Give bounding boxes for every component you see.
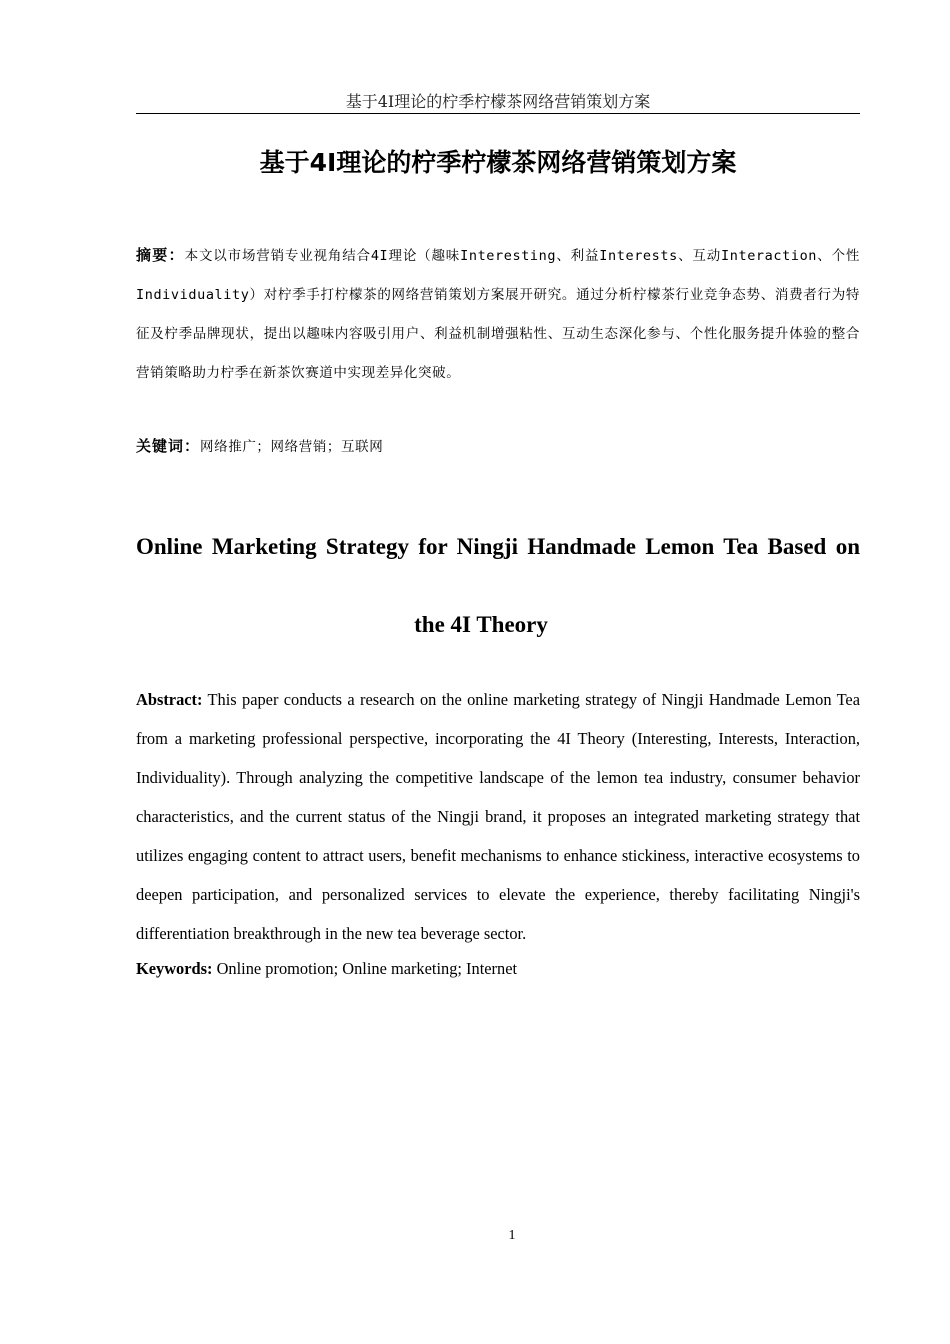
english-keywords — [136, 955, 860, 983]
english-title — [136, 508, 860, 664]
running-header: 基于4I理论的柠季柠檬茶网络营销策划方案 — [345, 92, 651, 111]
chinese-title: 基于4I理论的柠季柠檬茶网络营销策划方案 — [259, 148, 737, 177]
chinese-abstract — [136, 236, 860, 393]
header-divider — [136, 113, 860, 114]
english-abstract — [136, 680, 860, 953]
chinese-keywords-label: 关键词： — [136, 437, 201, 455]
english-abstract-text: This paper conducts a research on the online marketing strategy of Ningji Handmade Lemon Tea from a marketing professional perspective, incorporating the 4I Theory (Interesting, Interests, Interaction, Individuality). Through analyzing the competitive landscape of the lemon tea industry, consumer behavior characteristics, and the current status of the Ningji brand, it proposes an integrated marketing strategy that utilizes engaging content to attract users, benefit mechanisms to enhance stickiness, interactive ecosystems to deepen participation, and personalized services to elevate the experience, thereby facilitating Ningji's differentiation breakthrough in the new tea beverage sector. — [136, 690, 860, 943]
chinese-keywords — [136, 430, 860, 463]
english-keywords-label: Keywords: — [136, 959, 213, 978]
english-abstract-label: Abstract: — [136, 690, 203, 709]
english-title-line-1: Online Marketing Strategy for Ningji Handmade Lemon Tea Based on — [136, 534, 860, 559]
chinese-keywords-text: 网络推广；网络营销；互联网 — [200, 439, 384, 455]
chinese-abstract-label: 摘要： — [136, 246, 185, 264]
chinese-abstract-text: 本文以市场营销专业视角结合4I理论（趣味Interesting、利益Interests、互动Interaction、个性Individuality）对柠季手打柠檬茶的网络营销策划方案展开研究。通过分析柠檬茶行业竞争态势、消费者行为特征及柠季品牌现状，提出以趣味内容吸引用户、利益机制增强粘性、互动生态深化参与、个性化服务提升体验的整合营销策略助力柠季在新茶饮赛道中实现差异化突破。 — [136, 248, 860, 381]
english-keywords-text: Online promotion; Online marketing; Internet — [216, 959, 518, 978]
english-title-line-2: the 4I Theory — [414, 612, 548, 637]
page-number: 1 — [508, 1228, 516, 1243]
